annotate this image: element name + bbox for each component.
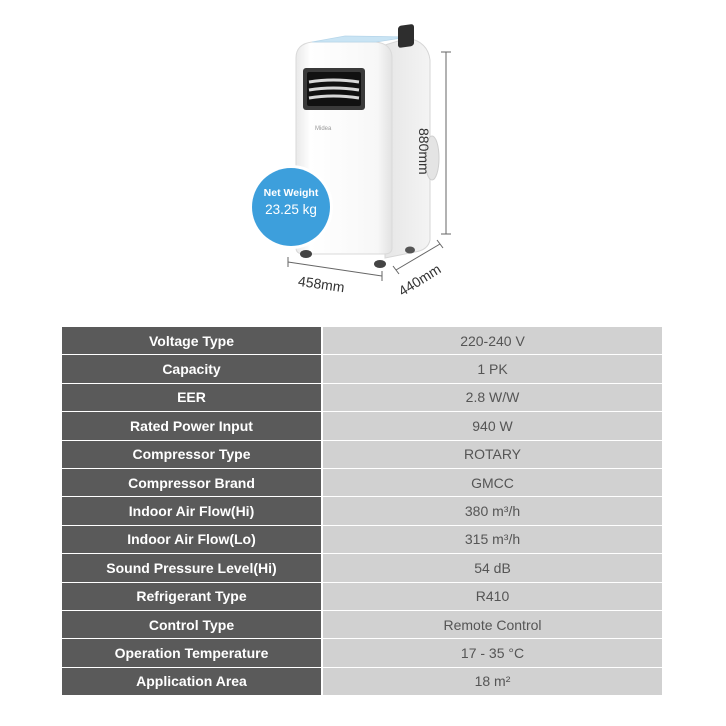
spec-label: Voltage Type — [62, 327, 322, 355]
table-row — [62, 412, 662, 440]
spec-label: Compressor Type — [62, 440, 322, 468]
net-weight-title: Net Weight — [263, 187, 319, 199]
spec-value: R410 — [322, 582, 662, 610]
spec-label: Rated Power Input — [62, 412, 322, 440]
spec-value: 18 m² — [322, 667, 662, 695]
table-row — [62, 610, 662, 638]
table-row — [62, 383, 662, 411]
table-row — [62, 327, 662, 355]
depth-dimension-label: 440mm — [395, 260, 444, 299]
table-row — [62, 554, 662, 582]
spec-value: 220-240 V — [322, 327, 662, 355]
spec-label: EER — [62, 383, 322, 411]
spec-value: Remote Control — [322, 610, 662, 638]
specification-table — [62, 327, 662, 696]
table-row — [62, 497, 662, 525]
spec-value: ROTARY — [322, 440, 662, 468]
spec-label: Indoor Air Flow(Hi) — [62, 497, 322, 525]
spec-value: 54 dB — [322, 554, 662, 582]
control-panel — [312, 36, 408, 42]
spec-label: Operation Temperature — [62, 639, 322, 667]
spec-label: Refrigerant Type — [62, 582, 322, 610]
product-illustration-area — [0, 0, 726, 320]
table-row — [62, 440, 662, 468]
table-row — [62, 639, 662, 667]
net-weight-badge — [252, 168, 330, 246]
spec-value: 315 m³/h — [322, 525, 662, 553]
spec-value: 1 PK — [322, 355, 662, 383]
width-dimension-label: 458mm — [297, 272, 346, 296]
table-row — [62, 468, 662, 496]
spec-value: 17 - 35 °C — [322, 639, 662, 667]
spec-value: 940 W — [322, 412, 662, 440]
spec-value: 2.8 W/W — [322, 383, 662, 411]
spec-value: 380 m³/h — [322, 497, 662, 525]
net-weight-value: 23.25 kg — [265, 202, 317, 217]
table-row — [62, 582, 662, 610]
spec-label: Compressor Brand — [62, 468, 322, 496]
spec-value: GMCC — [322, 468, 662, 496]
height-dimension-line — [441, 52, 451, 234]
spec-label: Capacity — [62, 355, 322, 383]
height-dimension-label: 880mm — [416, 128, 432, 175]
table-row — [62, 667, 662, 695]
brand-logo: Midea — [315, 126, 332, 132]
spec-label: Indoor Air Flow(Lo) — [62, 525, 322, 553]
table-row — [62, 355, 662, 383]
spec-label: Sound Pressure Level(Hi) — [62, 554, 322, 582]
air-conditioner-illustration — [0, 0, 726, 320]
spec-label: Application Area — [62, 667, 322, 695]
spec-label: Control Type — [62, 610, 322, 638]
table-row — [62, 525, 662, 553]
